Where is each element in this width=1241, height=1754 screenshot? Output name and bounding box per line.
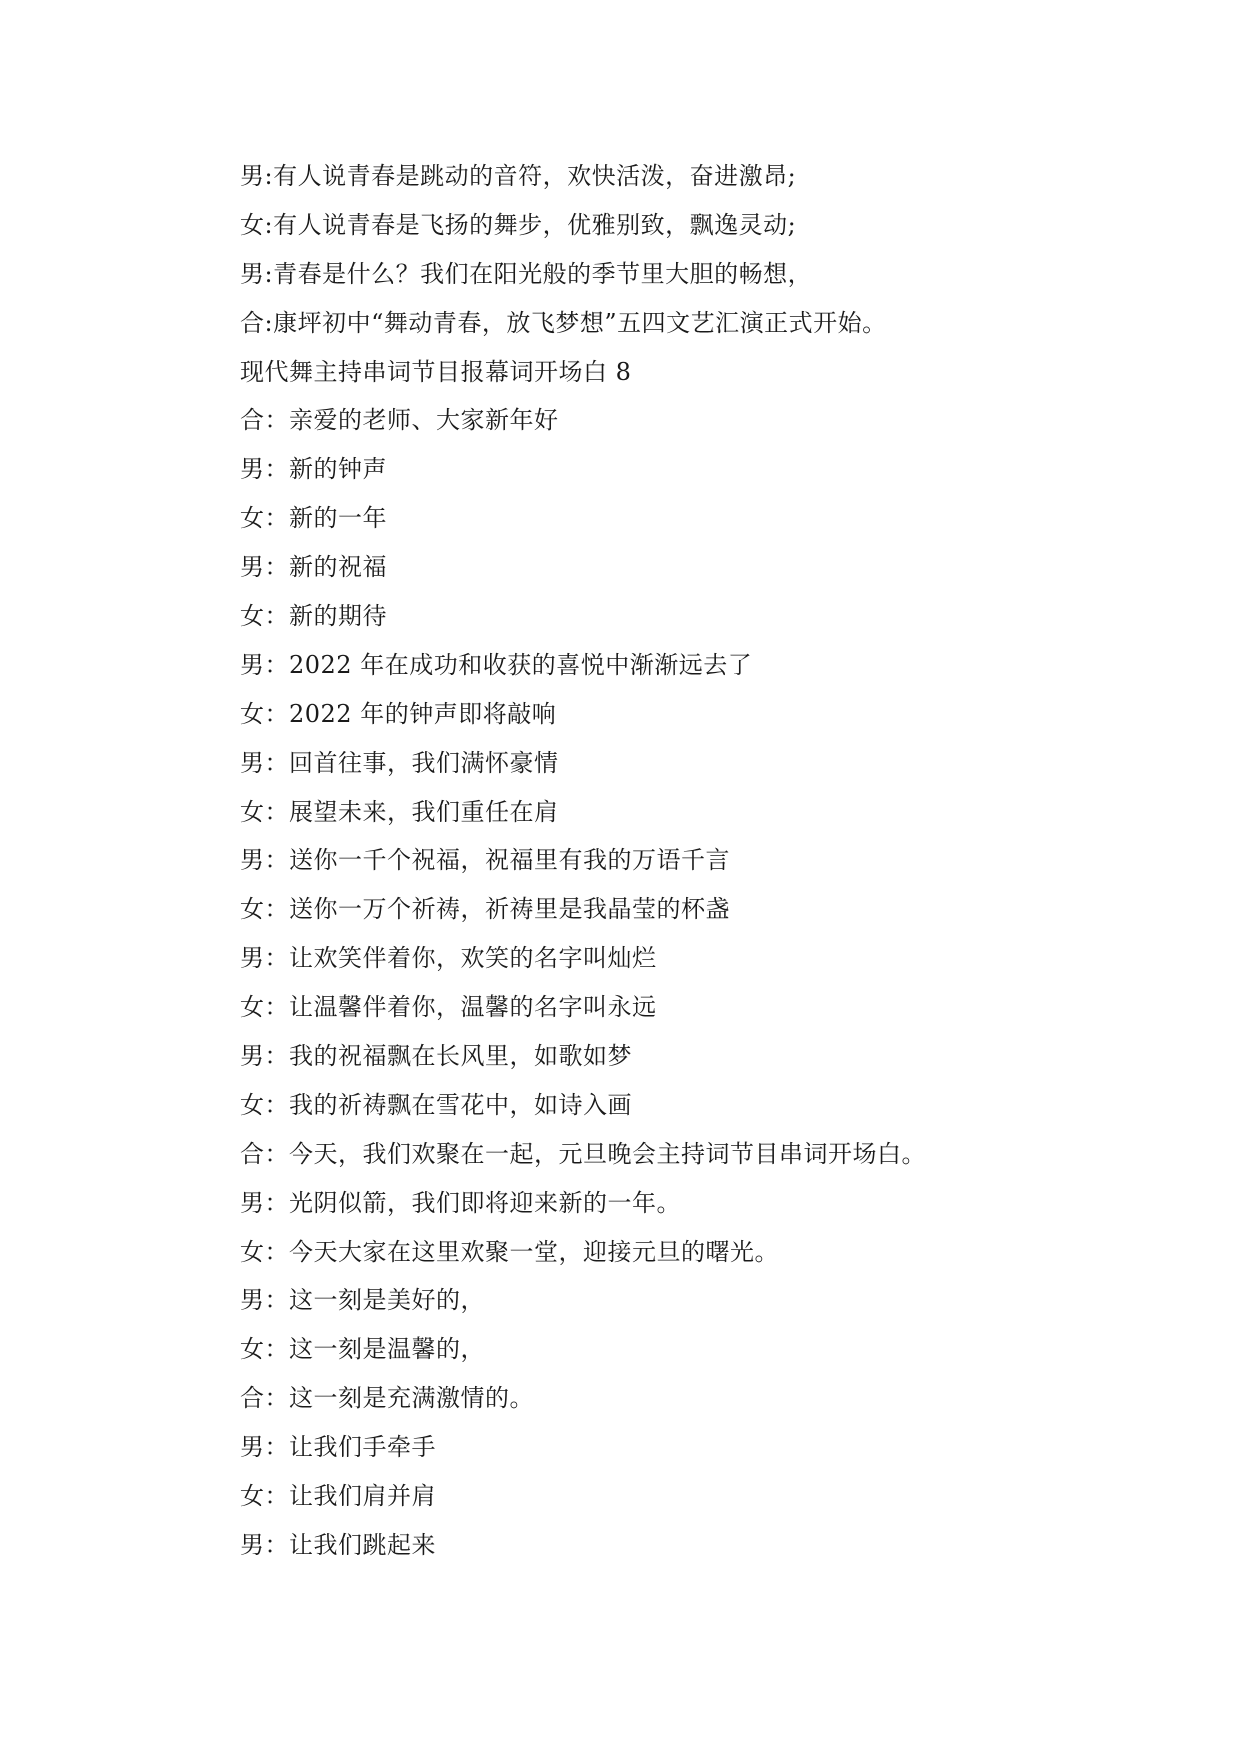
script-line: 男：回首往事，我们满怀豪情 <box>240 748 559 777</box>
script-line: 女：送你一万个祈祷，祈祷里是我晶莹的杯盏 <box>240 895 730 924</box>
script-line: 男：我的祝福飘在长风里，如歌如梦 <box>240 1042 632 1071</box>
script-line: 合：亲爱的老师、大家新年好 <box>240 406 559 435</box>
script-lines <box>240 152 1120 1570</box>
script-line: 男：新的钟声 <box>240 455 387 484</box>
script-line: 女：新的一年 <box>240 504 387 533</box>
script-line: 男:青春是什么？我们在阳光般的季节里大胆的畅想， <box>240 259 813 288</box>
script-line: 女：2022 年的钟声即将敲响 <box>240 699 557 728</box>
script-line: 女：让温馨伴着你，温馨的名字叫永远 <box>240 993 657 1022</box>
script-line: 女：这一刻是温馨的， <box>240 1335 485 1364</box>
script-line: 男：新的祝福 <box>240 553 387 582</box>
script-line: 男：让我们跳起来 <box>240 1530 436 1559</box>
script-line: 男：送你一千个祝福，祝福里有我的万语千言 <box>240 846 730 875</box>
script-line: 女：今天大家在这里欢聚一堂，迎接元旦的曙光。 <box>240 1237 779 1266</box>
script-line: 合:康坪初中“舞动青春，放飞梦想”五四文艺汇演正式开始。 <box>240 308 887 337</box>
script-line: 合：这一刻是充满激情的。 <box>240 1384 534 1413</box>
script-line: 女：让我们肩并肩 <box>240 1482 436 1511</box>
script-line: 女：新的期待 <box>240 602 387 631</box>
script-line: 女：展望未来，我们重任在肩 <box>240 797 559 826</box>
script-line: 女：我的祈祷飘在雪花中，如诗入画 <box>240 1090 632 1119</box>
script-line: 男：让欢笑伴着你，欢笑的名字叫灿烂 <box>240 944 657 973</box>
script-line: 男：让我们手牵手 <box>240 1433 436 1462</box>
script-line: 男:有人说青春是跳动的音符，欢快活泼，奋进激昂; <box>240 162 797 190</box>
script-line: 男：2022 年在成功和收获的喜悦中渐渐远去了 <box>240 650 753 679</box>
script-line: 男：光阴似箭，我们即将迎来新的一年。 <box>240 1188 681 1217</box>
script-line: 女:有人说青春是飞扬的舞步，优雅别致，飘逸灵动; <box>240 210 797 239</box>
script-line: 男：这一刻是美好的， <box>240 1286 485 1315</box>
script-line: 合：今天，我们欢聚在一起，元旦晚会主持词节目串词开场白。 <box>240 1139 926 1168</box>
section-heading: 现代舞主持串词节目报幕词开场白 8 <box>240 357 632 386</box>
